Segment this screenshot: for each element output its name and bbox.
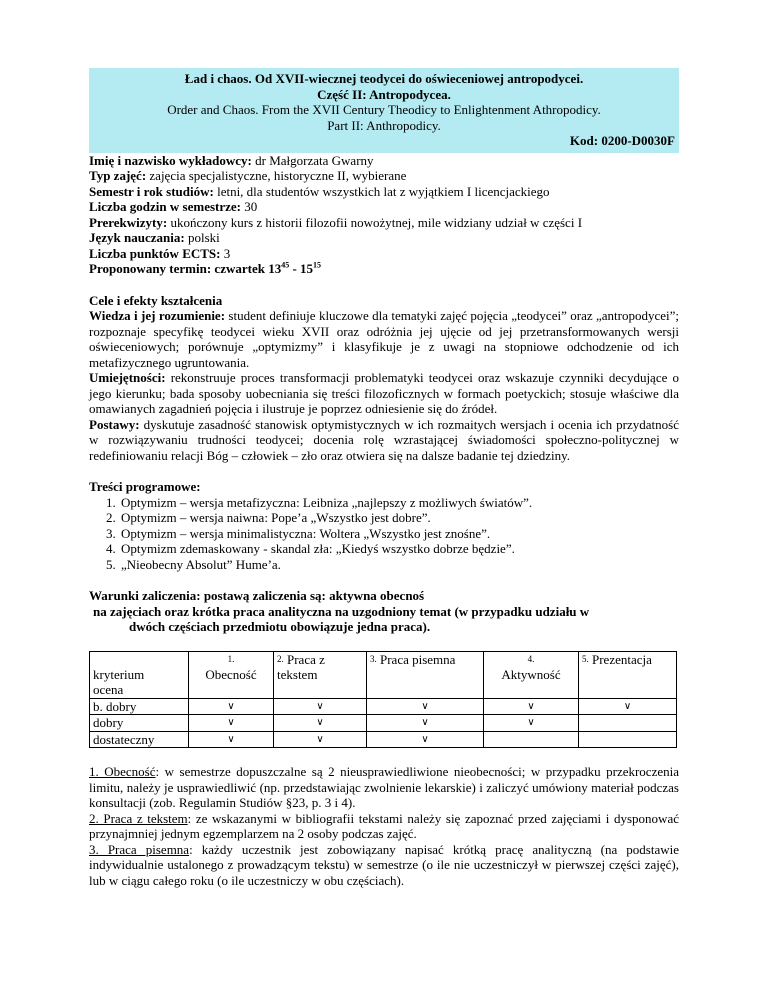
table-row bbox=[90, 715, 677, 732]
column-label: Praca pisemna bbox=[380, 651, 456, 667]
attitudes-label: Postawy: bbox=[89, 416, 140, 432]
check-mark: ∨ bbox=[367, 731, 484, 748]
type-value: zajęcia specjalistyczne, historyczne II, wybierane bbox=[149, 168, 407, 183]
program-list bbox=[89, 495, 679, 573]
column-label: Aktywność bbox=[501, 667, 561, 682]
program-item: 2. Optymizm – wersja naiwna: Pope’a „Wszystko jest dobre”. bbox=[119, 510, 679, 526]
rule-label: 2. Praca z tekstem bbox=[89, 810, 188, 826]
prereq-line bbox=[89, 215, 679, 231]
course-part-en: Part II: Anthropodicy. bbox=[327, 117, 441, 133]
column-header-text-work bbox=[274, 651, 367, 698]
term-end-minutes: 15 bbox=[313, 260, 322, 270]
check-mark bbox=[579, 731, 677, 748]
rule-text-work bbox=[89, 811, 679, 842]
skills-paragraph bbox=[89, 370, 679, 417]
course-code: Kod: 0200-D0030F bbox=[569, 133, 675, 148]
check-mark bbox=[579, 715, 677, 732]
rule-text: : każdy uczestnik jest zobowiązany napisać krótką pracę analityczną (na podstawie indywidualnie ustalonego z prowadzącym tekstu) w semestrze (o ile nie uczestniczył w pierwszej części zajęć), lub w ciągu całego roku (o ile uczestniczy w obu częściach). bbox=[89, 841, 679, 888]
type-label: Typ zajęć: bbox=[89, 168, 147, 183]
grade-cell: dostateczny bbox=[90, 731, 189, 748]
skills-label: Umiejętności: bbox=[89, 370, 166, 385]
term-label: Proponowany termin: czwartek 13 bbox=[89, 261, 282, 276]
column-number: 2. bbox=[277, 653, 284, 664]
criterion-label: kryterium bbox=[93, 666, 145, 682]
grade-label: ocena bbox=[93, 682, 124, 697]
column-header-written-work bbox=[367, 651, 484, 698]
conditions-line-1: Warunki zaliczenia: postawą zaliczenia są: aktywna obecnoś bbox=[89, 588, 425, 603]
check-mark: ∨ bbox=[189, 715, 274, 732]
skills-text: rekonstruuje proces transformacji problematyki teodycei oraz wskazuje czynniki decydujące o jego kierunku; bada sposoby uobecniania się treści filozoficznych w formach poetyckich; stosuje właściwe dla omawianych zagadnień pojęcia i ilustruje je poprzez odniesienie się do źródeł. bbox=[89, 370, 680, 416]
check-mark: ∨ bbox=[367, 715, 484, 732]
lecturer-line bbox=[89, 153, 679, 169]
check-mark: ∨ bbox=[367, 698, 484, 715]
rules-section bbox=[89, 764, 679, 888]
program-item: 1. Optymizm – wersja metafizyczna: Leibniza „najlepszy z możliwych światów”. bbox=[119, 495, 679, 511]
check-mark: ∨ bbox=[189, 731, 274, 748]
term-separator: - 15 bbox=[289, 261, 314, 276]
course-part-pl: Część II: Antropodycea. bbox=[317, 86, 451, 102]
prereq-value: ukończony kurs z historii filozofii nowożytnej, mile widziany udział w części I bbox=[170, 214, 583, 230]
rule-attendance bbox=[89, 764, 679, 811]
type-line bbox=[89, 168, 679, 184]
table-row bbox=[90, 731, 677, 748]
language-line bbox=[89, 230, 679, 246]
prereq-label: Prerekwizyty: bbox=[89, 214, 168, 230]
attitudes-paragraph bbox=[89, 417, 679, 464]
column-header-activity bbox=[484, 651, 579, 698]
column-label: Prezentacja bbox=[592, 651, 652, 667]
language-value: polski bbox=[187, 230, 220, 245]
hours-line bbox=[89, 199, 679, 215]
rule-label: 3. Praca pisemna bbox=[89, 841, 190, 857]
grade-cell: dobry bbox=[90, 715, 189, 732]
check-mark: ∨ bbox=[274, 698, 367, 715]
check-mark: ∨ bbox=[274, 715, 367, 732]
knowledge-paragraph bbox=[89, 308, 679, 370]
program-item: 4. Optymizm zdemaskowany - skandal zła: „Kiedyś wszystko dobrze będzie”. bbox=[119, 541, 679, 557]
semester-label: Semestr i rok studiów: bbox=[89, 183, 214, 199]
check-mark: ∨ bbox=[189, 698, 274, 715]
hours-value: 30 bbox=[244, 199, 258, 214]
language-label: Język nauczania: bbox=[89, 230, 185, 245]
knowledge-text: student definiuje kluczowe dla tematyki zajęć pojęcia „teodycei” oraz „antropodycei”; rozpoznaje specyfikę teodycei wieku XVII oraz odróżnia jej ujęcie od jej przetransformowanych wersji oświeceniowych; porównuje „optymizmy” i klasyfikuje je z uwagi na stopniowe odchodzenie od ich metafizycznego ugruntowania. bbox=[89, 308, 680, 370]
knowledge-label: Wiedza i jej rozumienie: bbox=[89, 308, 226, 323]
program-item: 5. „Nieobecny Absolut” Hume’a. bbox=[119, 557, 679, 573]
column-label: Praca z tekstem bbox=[277, 651, 325, 682]
grading-header-row bbox=[90, 651, 677, 698]
course-meta bbox=[89, 153, 679, 277]
column-header-presentation bbox=[579, 651, 677, 698]
column-number: 5. bbox=[582, 653, 589, 664]
criterion-header-cell bbox=[90, 651, 189, 698]
attitudes-text: dyskutuje zasadność stanowisk optymistycznych w ich rozmaitych wersjach i ocenia ich przydatność w rozwiązywaniu trudności teodycei; docenia rolę wzrastającej świadomości społeczno-politycznej w redefiniowaniu relacji Bóg – człowiek – zło oraz otwiera się na dalsze badanie tej dziedziny. bbox=[89, 416, 679, 463]
semester-line bbox=[89, 184, 679, 200]
course-title-en: Order and Chaos. From the XVII Century Theodicy to Enlightenment Athropodicy. bbox=[167, 102, 601, 117]
check-mark bbox=[484, 731, 579, 748]
goals-heading: Cele i efekty kształcenia bbox=[89, 292, 223, 308]
rule-label: 1. Obecność bbox=[89, 764, 156, 779]
column-number: 3. bbox=[370, 653, 377, 664]
check-mark: ∨ bbox=[579, 698, 677, 715]
grading-table bbox=[89, 651, 677, 749]
program-section bbox=[89, 479, 679, 572]
rule-text: : ze wskazanymi w bibliografii tekstami należy się zapoznać przed zajęciami i dysponować przynajmniej jednym egzemplarzem na 2 osoby podczas zajęć. bbox=[89, 810, 679, 841]
conditions-line-2: na zajęciach oraz krótka praca analityczna na uzgodniony temat (w przypadku udziału w bbox=[93, 603, 590, 619]
column-header-attendance bbox=[189, 651, 274, 698]
rule-text: : w semestrze dopuszczalne są 2 nieusprawiedliwione nieobecności; w przypadku przekroczenia limitu, należy je usprawiedliwić (np. przedstawiając zwolnienie lekarskie) i zaliczyć umówiony materiał podczas konsultacji (zob. Regulamin Studiów §23, p. 3 i 4). bbox=[89, 764, 679, 810]
ects-line bbox=[89, 246, 679, 262]
term-start-minutes: 45 bbox=[281, 260, 290, 270]
check-mark: ∨ bbox=[484, 698, 579, 715]
program-item: 3. Optymizm – wersja minimalistyczna: Woltera „Wszystko jest znośne”. bbox=[119, 526, 679, 542]
hours-label: Liczba godzin w semestrze: bbox=[89, 199, 241, 214]
column-number: 1. bbox=[227, 653, 235, 664]
term-line bbox=[89, 261, 679, 277]
lecturer-value: dr Małgorzata Gwarny bbox=[255, 152, 374, 168]
check-mark: ∨ bbox=[484, 715, 579, 732]
column-number: 4. bbox=[527, 653, 535, 664]
column-label: Obecność bbox=[205, 667, 257, 682]
ects-value: 3 bbox=[223, 245, 231, 261]
program-heading: Treści programowe: bbox=[89, 479, 201, 494]
semester-value: letni, dla studentów wszystkich lat z wyjątkiem I licencjackiego bbox=[217, 183, 550, 199]
lecturer-label: Imię i nazwisko wykładowcy: bbox=[89, 152, 252, 168]
grade-cell: b. dobry bbox=[90, 698, 189, 715]
check-mark: ∨ bbox=[274, 731, 367, 748]
table-row bbox=[90, 698, 677, 715]
goals-section bbox=[89, 293, 679, 464]
ects-label: Liczba punktów ECTS: bbox=[89, 245, 221, 261]
conditions-line-3: dwóch częściach przedmiotu obowiązuje jedna praca). bbox=[129, 619, 431, 634]
course-header bbox=[89, 68, 679, 153]
conditions-section bbox=[89, 588, 679, 635]
course-title-pl: Ład i chaos. Od XVII-wiecznej teodycei do oświeceniowej antropodycei. bbox=[184, 71, 584, 86]
rule-written-work bbox=[89, 842, 679, 889]
